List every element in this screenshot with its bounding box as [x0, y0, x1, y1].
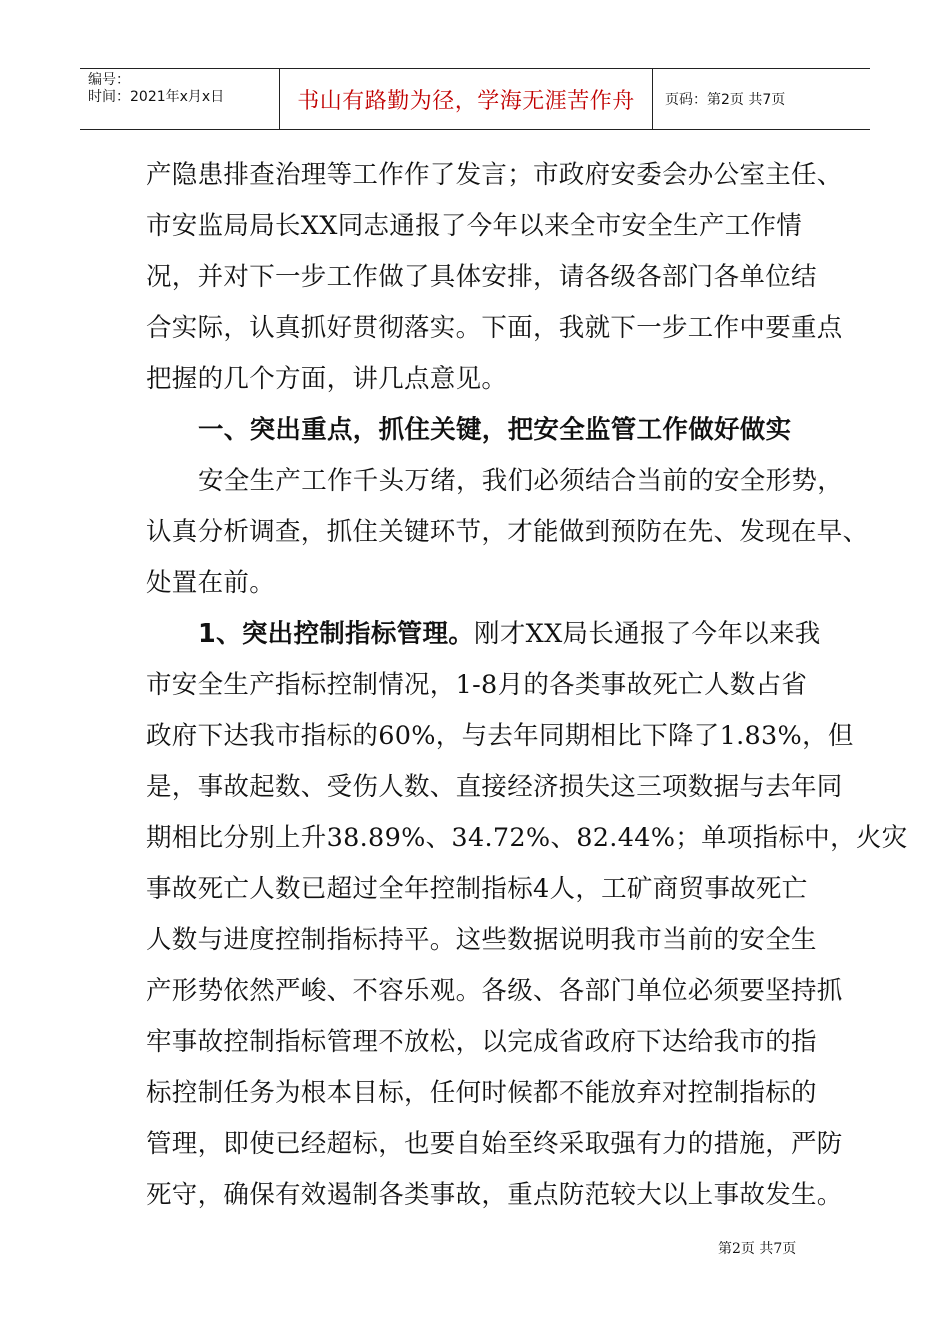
body-line: 产形势依然严峻、不容乐观。各级、各部门单位必须要坚持抓 [146, 976, 843, 1006]
item-title: 1、突出控制指标管理。 [198, 619, 475, 649]
time-label: 时间：2021年x月x日 [88, 89, 225, 105]
body-line: 期相比分别上升38.89%、34.72%、82.44%；单项指标中，火灾 [146, 823, 908, 853]
body-line: 死守，确保有效遏制各类事故，重点防范较大以上事故发生。 [146, 1180, 843, 1210]
item-first-line [146, 609, 821, 660]
body-line: 安全生产工作千头万绪，我们必须结合当前的安全形势， [198, 466, 844, 496]
body-line: 政府下达我市指标的60%，与去年同期相比下降了1.83%，但 [146, 721, 854, 751]
body-line: 是，事故起数、受伤人数、直接经济损失这三项数据与去年同 [146, 772, 843, 802]
body-line: 认真分析调查，抓住关键环节，才能做到预防在先、发现在早、 [146, 517, 869, 547]
body-line: 管理，即使已经超标，也要自始至终采取强有力的措施，严防 [146, 1129, 843, 1159]
header-page-code: 页码：第2页 共7页 [665, 92, 786, 108]
header-meta [80, 69, 280, 129]
body-line: 产隐患排查治理等工作作了发言；市政府安委会办公室主任、 [146, 160, 843, 190]
body-line: 况，并对下一步工作做了具体安排，请各级各部门各单位结 [146, 262, 817, 292]
section-heading: 一、突出重点，抓住关键，把安全监管工作做好做实 [198, 415, 792, 445]
body-line: 合实际，认真抓好贯彻落实。下面，我就下一步工作中要重点 [146, 313, 843, 343]
number-label: 编号： [88, 72, 130, 88]
body-line: 牢事故控制指标管理不放松，以完成省政府下达给我市的指 [146, 1027, 817, 1057]
body-line: 处置在前。 [146, 568, 276, 598]
body-line: 标控制任务为根本目标，任何时候都不能放弃对控制指标的 [146, 1078, 817, 1108]
header-motto: 书山有路勤为径，学海无涯苦作舟 [280, 69, 653, 129]
body-line: 把握的几个方面，讲几点意见。 [146, 364, 508, 394]
body-line: 市安监局局长XX同志通报了今年以来全市安全生产工作情 [146, 211, 803, 241]
body-line: 市安全生产指标控制情况，1-8月的各类事故死亡人数占省 [146, 670, 808, 700]
body-line: 人数与进度控制指标持平。这些数据说明我市当前的安全生 [146, 925, 817, 955]
page-footer: 第2页 共7页 [718, 1241, 797, 1257]
body-line: 事故死亡人数已超过全年控制指标4人，工矿商贸事故死亡 [146, 874, 808, 904]
page-header [80, 68, 870, 130]
document-body [146, 150, 908, 1221]
item-first-rest: 刚才XX局长通报了今年以来我 [474, 619, 821, 649]
